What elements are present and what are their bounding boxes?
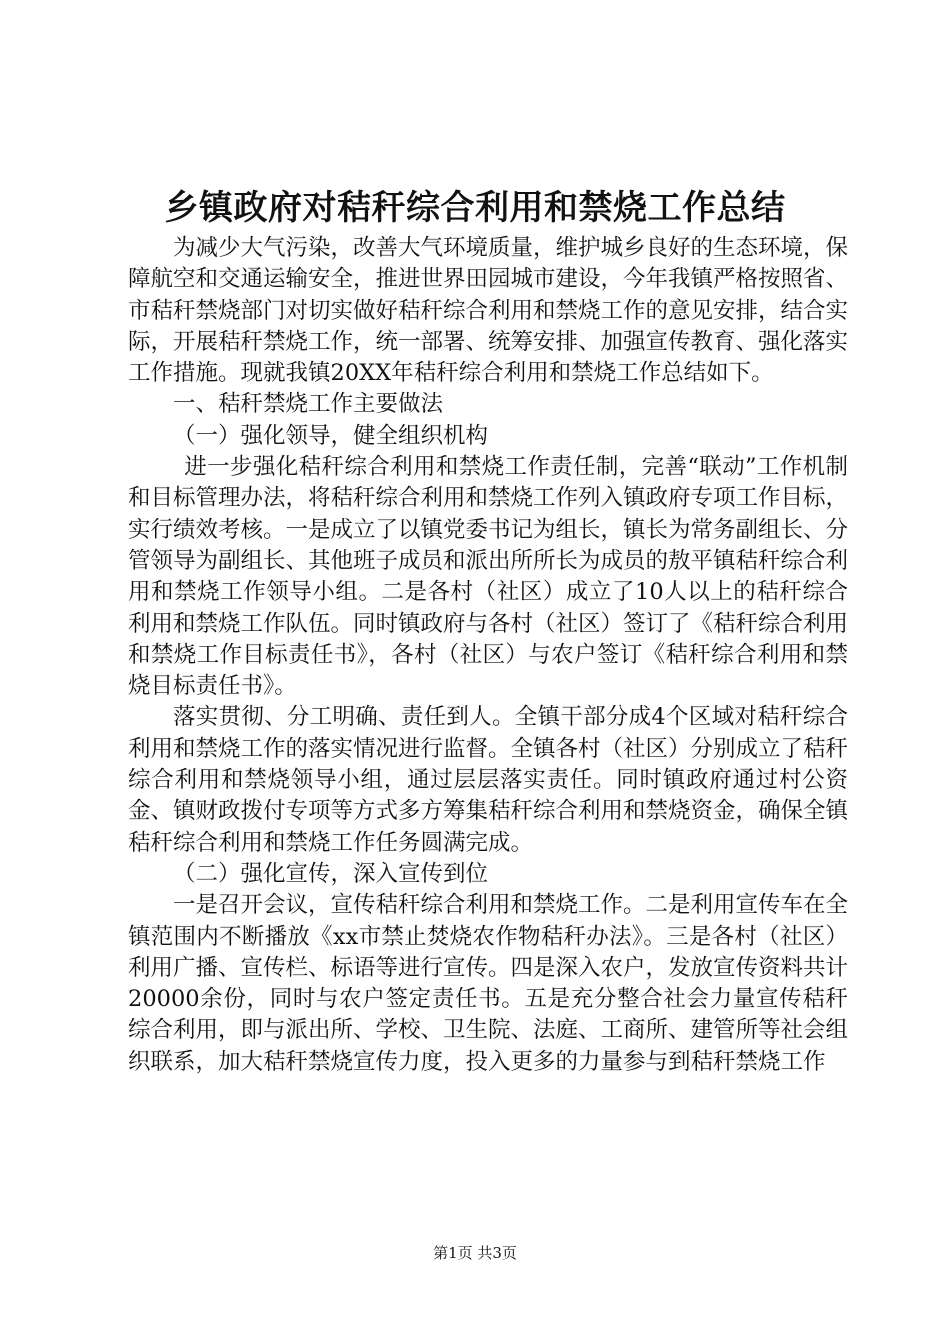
subsection-heading: （一）强化领导，健全组织机构 — [173, 422, 489, 449]
section-heading: 一、秸秆禁烧工作主要做法 — [173, 391, 444, 418]
body-paragraph: 一是召开会议，宣传秸秆综合利用和禁烧工作。二是利用宣传车在全镇范围内不断播放《xx市禁止焚烧农作物秸秆办法》。三是各村（社区）利用广播、宣传栏、标语等进行宣传。四是深入农户，发放宣传资料共计20000余份，同时与农户签定责任书。五是充分整合社会力量宣传秸秆综合利用，即与派出所、学校、卫生院、法庭、工商所、建管所等社会组织联系，加大秸秆禁烧宣传力度，投入更多的力量参与到秸秆禁烧工作 — [128, 892, 849, 1075]
page-footer: 第1页 共3页 — [433, 1244, 517, 1262]
body-paragraph: 落实贯彻、分工明确、责任到人。全镇干部分成4个区域对秸秆综合利用和禁烧工作的落实情况进行监督。全镇各村（社区）分别成立了秸秆综合利用和禁烧领导小组，通过层层落实责任。同时镇政府通过村公资金、镇财政拨付专项等方式多方筹集秸秆综合利用和禁烧资金，确保全镇秸秆综合利用和禁烧工作任务圆满完成。 — [128, 704, 849, 856]
intro-paragraph: 为减少大气污染，改善大气环境质量，维护城乡良好的生态环境，保障航空和交通运输安全，推进世界田园城市建设，今年我镇严格按照省、市秸秆禁烧部门对切实做好秸秆综合利用和禁烧工作的意见安排，结合实际，开展秸秆禁烧工作，统一部署、统筹安排、加强宣传教育、强化落实工作措施。现就我镇20XX年秸秆综合利用和禁烧工作总结如下。 — [128, 235, 849, 387]
subsection-heading: （二）强化宣传，深入宣传到位 — [173, 860, 489, 887]
body-paragraph: 进一步强化秸秆综合利用和禁烧工作责任制，完善“联动”工作机制和目标管理办法，将秸秆综合利用和禁烧工作列入镇政府专项工作目标，实行绩效考核。一是成立了以镇党委书记为组长，镇长为常务副组长、分管领导为副组长、其他班子成员和派出所所长为成员的敖平镇秸秆综合利用和禁烧工作领导小组。二是各村（社区）成立了10人以上的秸秆综合利用和禁烧工作队伍。同时镇政府与各村（社区）签订了《秸秆综合利用和禁烧工作目标责任书》，各村（社区）与农户签订《秸秆综合利用和禁烧目标责任书》。 — [128, 454, 849, 700]
document-body — [128, 233, 848, 1078]
document-title: 乡镇政府对秸秆综合利用和禁烧工作总结 — [164, 188, 786, 228]
